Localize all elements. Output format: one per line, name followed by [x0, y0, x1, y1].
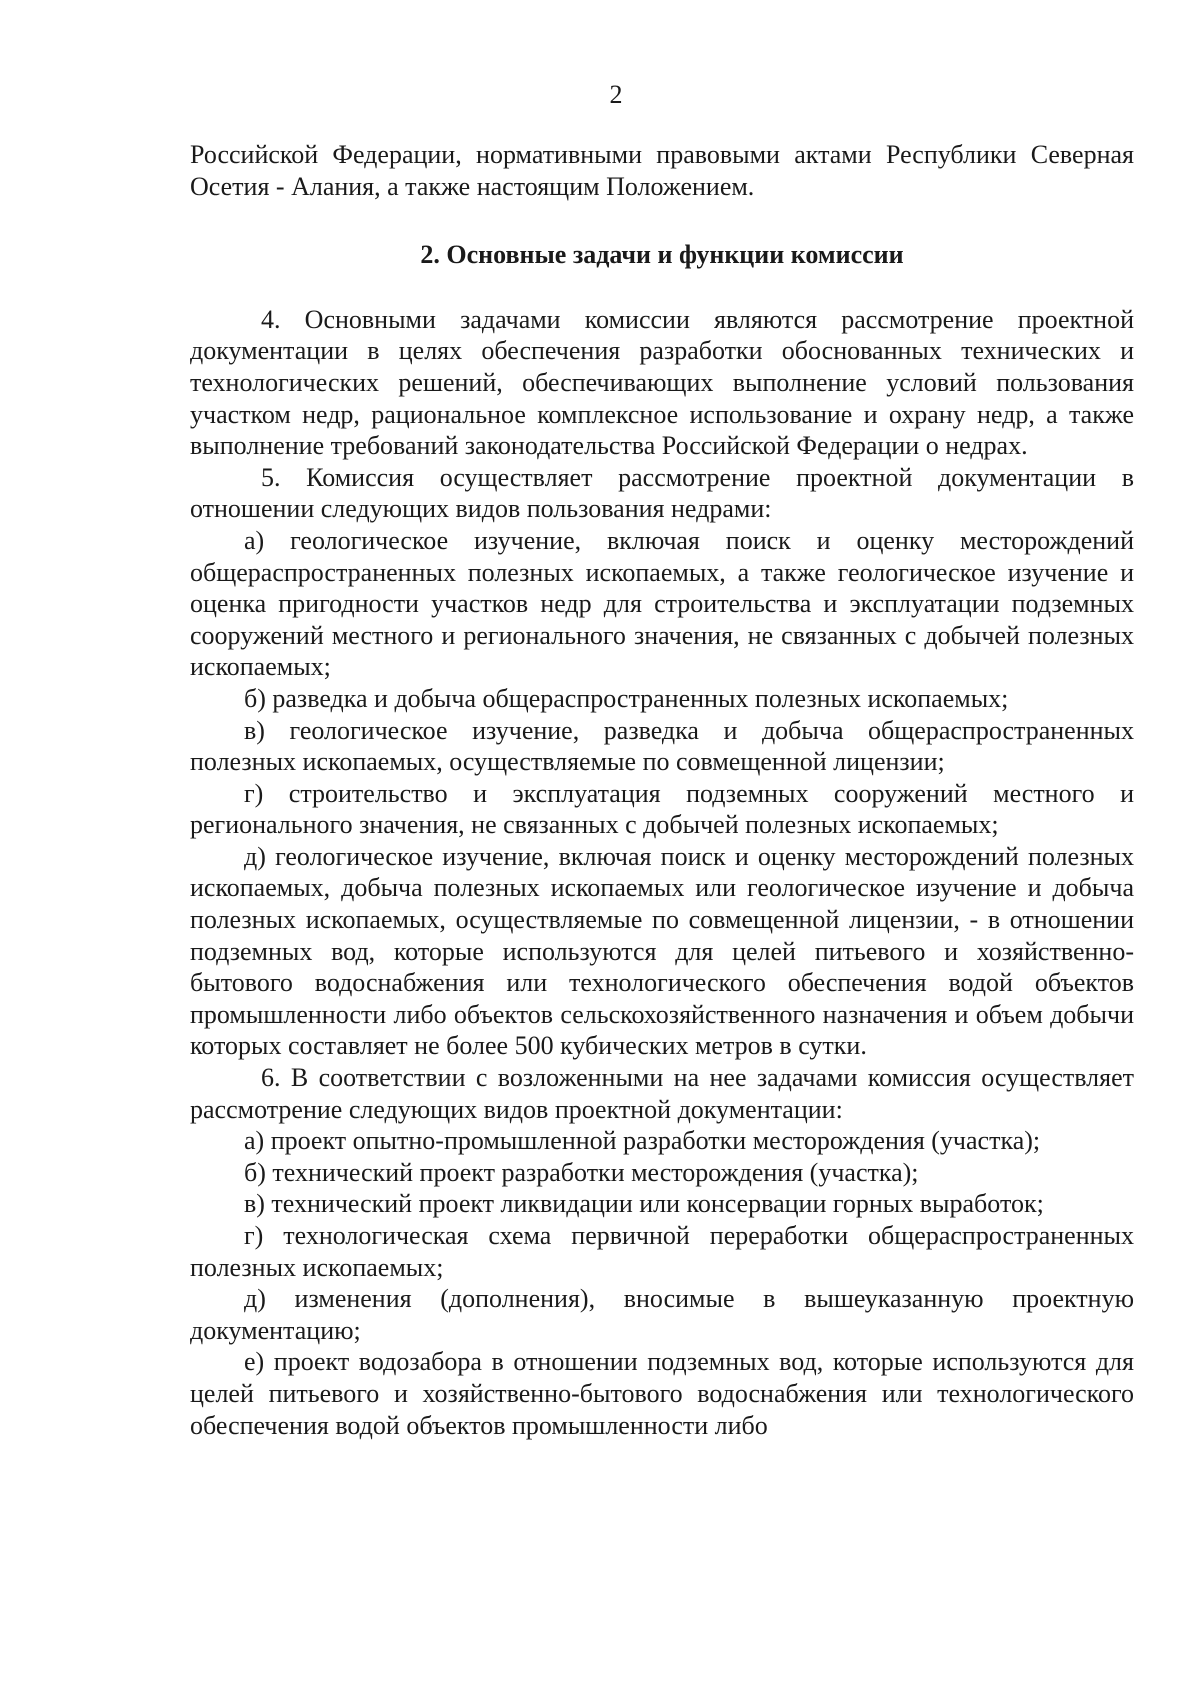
subitem-5g: г) строительство и эксплуатация подземных сооружений местного и регионального значения, не связанных с добычей полезных ископаемых; [190, 778, 1134, 840]
subitem-5b: б) разведка и добыча общераспространенных полезных ископаемых; [244, 683, 1009, 713]
paragraph-item-5: 5. Комиссия осуществляет рассмотрение проектной документации в отношении следующих видов пользования недрами: [190, 462, 1134, 524]
document-body [190, 139, 1134, 1441]
subitem-5v: в) геологическое изучение, разведка и добыча общераспространенных полезных ископаемых, осуществляемые по совмещенной лицензии; [190, 715, 1134, 777]
paragraph-item-6: 6. В соответствии с возложенными на нее задачами комиссия осуществляет рассмотрение следующих видов проектной документации: [190, 1063, 1134, 1124]
spacer [190, 202, 1134, 239]
subitem-6g: г) технологическая схема первичной переработки общераспространенных полезных ископаемых; [190, 1221, 1134, 1282]
paragraph-item-4: 4. Основными задачами комиссии являются рассмотрение проектной документации в целях обеспечения разработки обоснованных технических и технологических решений, обеспечивающих выполнение условий пользования участком недр, рациональное комплексное использование и охрану недр, а также выполнение требований законодательства Российской Федерации о недрах. [190, 304, 1134, 461]
section-heading: 2. Основные задачи и функции комиссии [420, 240, 904, 270]
subitem-5d: д) геологическое изучение, включая поиск и оценку месторождений полезных ископаемых, добыча полезных ископаемых или геологическое изучение и добыча полезных ископаемых, осуществляемые по совмещенной лицензии, - в отношении подземных вод, которые используются для целей питьевого и хозяйственно-бытового водоснабжения или технологического обеспечения водой объектов промышленности либо объектов сельскохозяйственного назначения и объем добычи которых составляет не более 500 кубических метров в сутки. [190, 841, 1134, 1061]
intro-paragraph: Российской Федерации, нормативными правовыми актами Республики Северная Осетия - Алания, а также настоящим Положением. [190, 140, 1134, 201]
subitem-5a: а) геологическое изучение, включая поиск и оценку месторождений общераспространенных полезных ископаемых, а также геологическое изучение и оценка пригодности участков недр для строительства и эксплуатации подземных сооружений местного и регионального значения, не связанных с добычей полезных ископаемых; [190, 525, 1134, 682]
subitem-6v: в) технический проект ликвидации или консервации горных выработок; [244, 1189, 1044, 1219]
subitem-6a: а) проект опытно-промышленной разработки месторождения (участка); [244, 1126, 1041, 1156]
page-number: 2 [609, 80, 623, 109]
spacer [190, 271, 1134, 304]
subitem-6b: б) технический проект разработки месторождения (участка); [244, 1157, 919, 1187]
subitem-6d: д) изменения (дополнения), вносимые в вышеуказанную проектную документацию; [190, 1284, 1134, 1345]
subitem-6e: е) проект водозабора в отношении подземных вод, которые используются для целей питьевого и хозяйственно-бытового водоснабжения или технологического обеспечения водой объектов промышленности либо [190, 1347, 1134, 1440]
